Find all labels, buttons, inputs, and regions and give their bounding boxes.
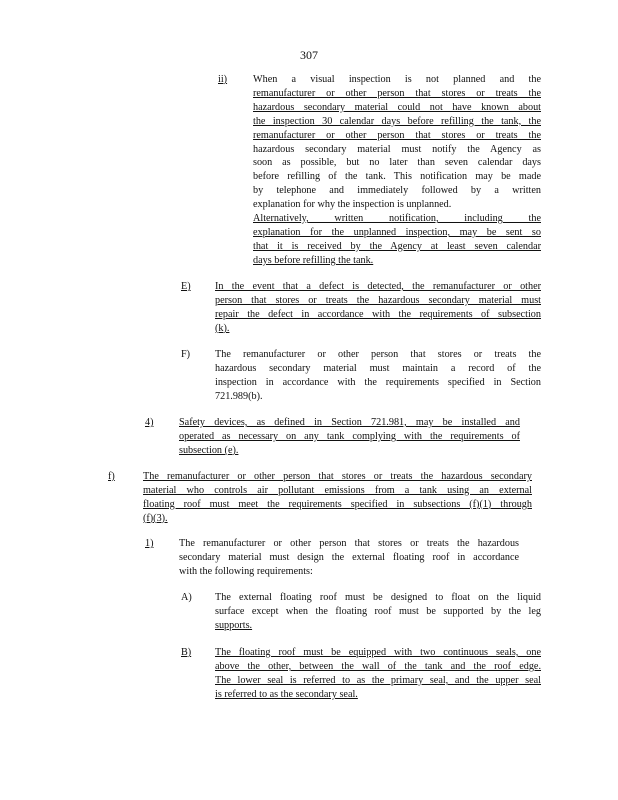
text-line: The lower seal is referred to as the primary seal, and the upper seal: [215, 674, 541, 686]
text-line: hazardous secondary material could not have known about: [253, 101, 541, 113]
text-line: material who controls air pollutant emissions from a tank using an external: [143, 484, 532, 496]
text-line: inspection in accordance with the requirements specified in Section: [215, 376, 541, 388]
text-line: The floating roof must be equipped with two continuous seals, one: [215, 647, 541, 658]
item-ii-label: ii): [218, 74, 228, 85]
text-line: Alternatively, written notification, including the: [253, 213, 541, 225]
text-line: The remanufacturer or other person that stores or treats the hazardous secondary: [143, 471, 532, 482]
item-A-text: [215, 591, 541, 633]
text-line: repair the defect in accordance with the requirements of subsection: [215, 308, 541, 320]
text-line: soon as possible, but no later than seven calendar days: [253, 157, 541, 169]
text-line: floating roof must meet the requirements specified in subsections (f)(1) through: [143, 498, 532, 510]
text-line: remanufacturer or other person that stores or treats the: [253, 129, 541, 141]
item-E-label: E): [181, 281, 191, 292]
item-A-label: A): [181, 592, 192, 603]
page-number: 307: [300, 48, 318, 62]
item-E-text: [215, 280, 541, 336]
text-line: is referred to as the secondary seal.: [215, 688, 358, 700]
text-line: subsection (e).: [179, 444, 239, 456]
item-f-text: [143, 470, 532, 526]
text-line: explanation for why the inspection is unplanned.: [253, 199, 452, 211]
item-F-text: [215, 348, 541, 404]
text-line: operated as necessary on any tank complying with the requirements of: [179, 430, 520, 442]
text-line: hazardous secondary material must maintain a record of the: [215, 362, 541, 374]
text-line: surface except when the floating roof must be supported by the leg: [215, 605, 541, 617]
item-1-text: [179, 537, 519, 579]
text-line: The remanufacturer or other person that stores or treats the: [215, 349, 541, 360]
text-line: (f)(3).: [143, 512, 168, 524]
item-4-text: [179, 416, 520, 458]
text-line: 721.989(b).: [215, 390, 263, 402]
text-line: days before refilling the tank.: [253, 254, 374, 266]
text-line: secondary material must design the external floating roof in accordance: [179, 551, 519, 563]
item-1-label: 1): [145, 538, 154, 549]
item-B-text: [215, 646, 541, 702]
text-line: before refilling of the tank. This notification may be made: [253, 171, 541, 183]
text-line: The remanufacturer or other person that stores or treats the hazardous: [179, 538, 519, 549]
text-line: by telephone and immediately followed by a written: [253, 185, 541, 197]
text-line: explanation for the unplanned inspection, may be sent so: [253, 226, 541, 238]
text-line: supports.: [215, 619, 253, 631]
text-line: person that stores or treats the hazardous secondary material must: [215, 294, 541, 306]
item-F-label: F): [181, 349, 191, 360]
text-line: When a visual inspection is not planned and the: [253, 74, 541, 85]
text-line: The external floating roof must be designed to float on the liquid: [215, 592, 541, 603]
item-4-label: 4): [145, 417, 154, 428]
item-B-label: B): [181, 647, 192, 658]
text-line: with the following requirements:: [179, 565, 313, 577]
text-line: Safety devices, as defined in Section 721.981, may be installed and: [179, 417, 520, 428]
item-ii-text: [253, 73, 541, 268]
text-line: In the event that a defect is detected, the remanufacturer or other: [215, 281, 541, 292]
text-line: (k).: [215, 322, 230, 334]
item-f-label: f): [108, 471, 115, 482]
text-line: above the other, between the wall of the tank and the roof edge.: [215, 660, 541, 672]
text-line: remanufacturer or other person that stores or treats the: [253, 87, 541, 99]
text-line: the inspection 30 calendar days before refilling the tank, the: [253, 115, 541, 127]
text-line: hazardous secondary material must notify the Agency as: [253, 143, 541, 155]
text-line: that it is received by the Agency at least seven calendar: [253, 240, 541, 252]
